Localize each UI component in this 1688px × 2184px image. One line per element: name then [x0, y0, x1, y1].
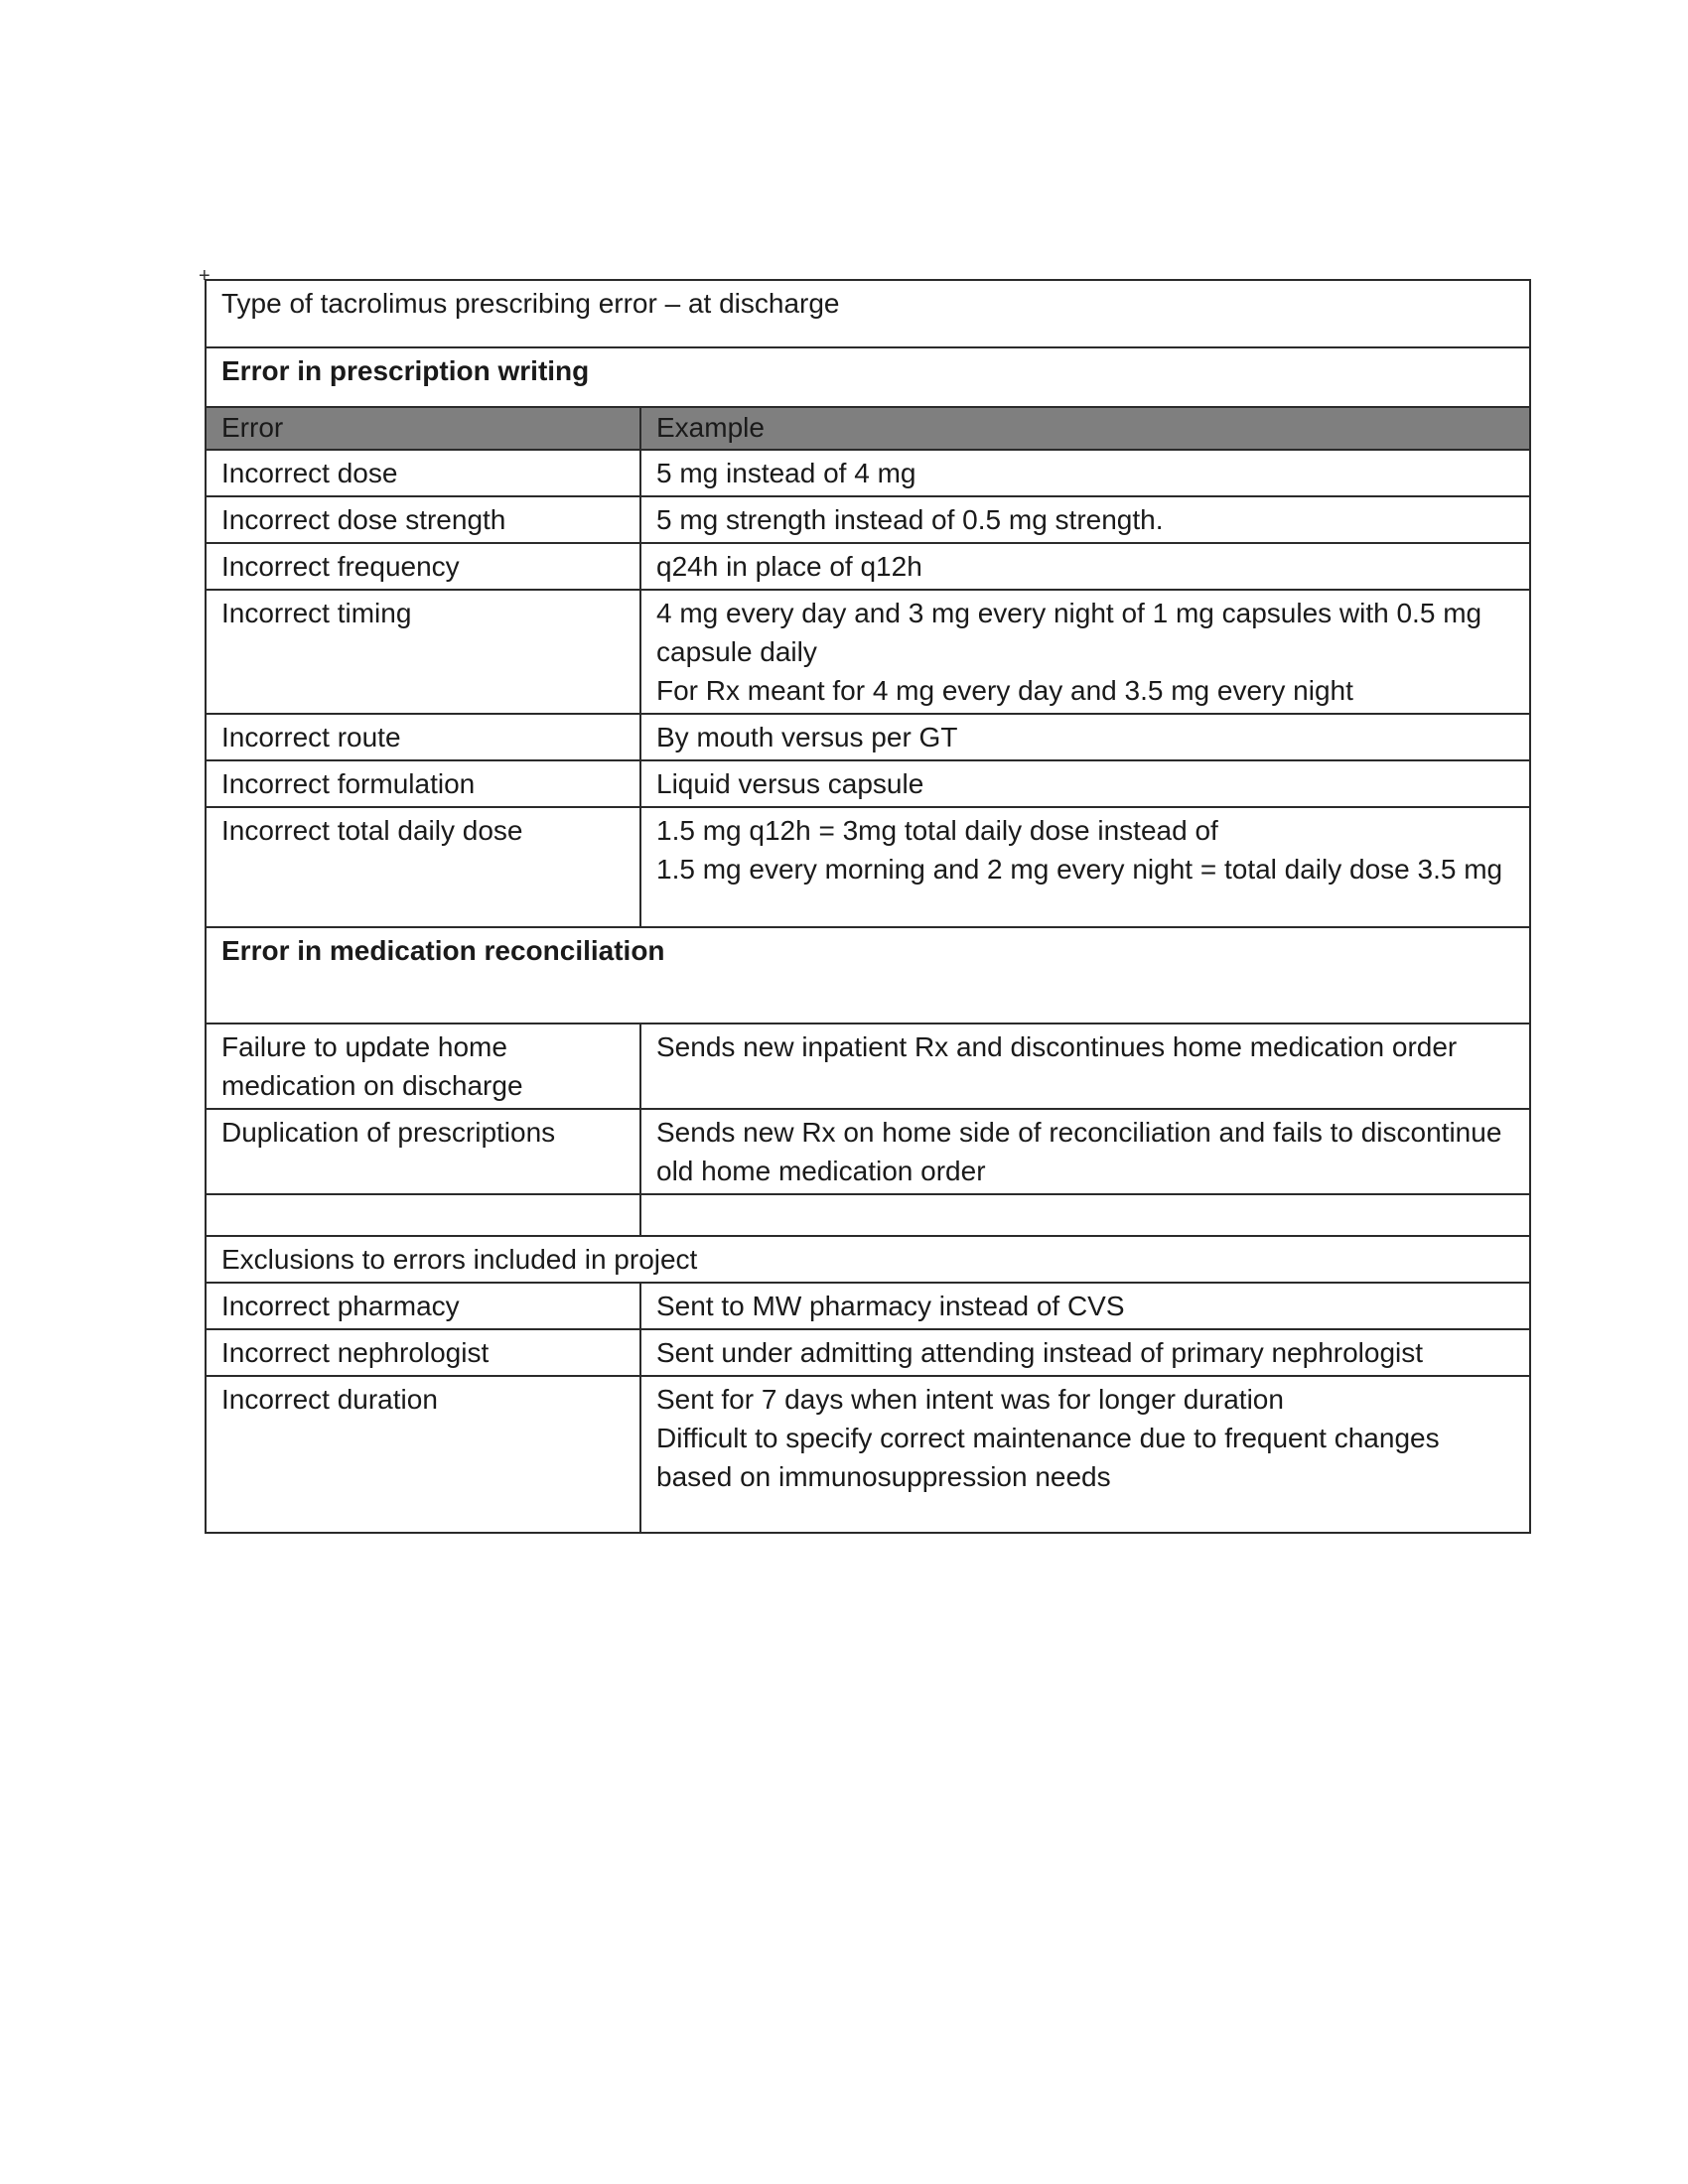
example-cell [640, 1024, 1530, 1109]
example-line: Difficult to specify correct maintenance due to frequent changes based on immunosuppression needs [656, 1423, 1440, 1492]
section-row-reconciliation [206, 927, 1530, 1024]
example-cell [640, 1376, 1530, 1533]
column-header-error: Error [206, 407, 640, 450]
table-row [206, 496, 1530, 543]
error-cell: Incorrect dose [206, 450, 640, 496]
error-cell: Incorrect frequency [206, 543, 640, 590]
example-cell [640, 807, 1530, 927]
table-row [206, 1283, 1530, 1329]
error-cell: Duplication of prescriptions [206, 1109, 640, 1194]
example-line: Sends new inpatient Rx and discontinues home medication order [656, 1031, 1458, 1062]
table-row [206, 590, 1530, 714]
title-row [206, 280, 1530, 347]
table-row [206, 1329, 1530, 1376]
example-line: Liquid versus capsule [656, 768, 924, 799]
example-line: Sent for 7 days when intent was for longer duration [656, 1384, 1284, 1415]
example-line: 5 mg strength instead of 0.5 mg strength. [656, 504, 1164, 535]
error-cell: Incorrect nephrologist [206, 1329, 640, 1376]
example-line: q24h in place of q12h [656, 551, 922, 582]
example-line: 4 mg every day and 3 mg every night of 1 mg capsules with 0.5 mg capsule daily [656, 598, 1482, 667]
example-cell [640, 714, 1530, 760]
error-cell: Incorrect total daily dose [206, 807, 640, 927]
example-line: 1.5 mg every morning and 2 mg every night = total daily dose 3.5 mg [656, 854, 1503, 885]
column-header-row [206, 407, 1530, 450]
table-row [206, 543, 1530, 590]
table-row [206, 714, 1530, 760]
table-row [206, 1024, 1530, 1109]
page-mark: + [199, 265, 211, 287]
section-heading-writing: Error in prescription writing [206, 347, 1530, 407]
table-row [206, 807, 1530, 927]
error-cell: Incorrect duration [206, 1376, 640, 1533]
example-cell [640, 590, 1530, 714]
empty-cell [206, 1194, 640, 1236]
table-row [206, 760, 1530, 807]
error-cell: Incorrect route [206, 714, 640, 760]
example-line: 5 mg instead of 4 mg [656, 458, 916, 488]
example-cell [640, 1109, 1530, 1194]
table-row [206, 1376, 1530, 1533]
empty-cell [640, 1194, 1530, 1236]
example-cell [640, 450, 1530, 496]
error-cell: Failure to update home medication on discharge [206, 1024, 640, 1109]
example-cell [640, 496, 1530, 543]
error-cell: Incorrect pharmacy [206, 1283, 640, 1329]
error-table [205, 279, 1531, 1534]
example-line: 1.5 mg q12h = 3mg total daily dose instead of [656, 815, 1218, 846]
section-heading-exclusions: Exclusions to errors included in project [206, 1236, 1530, 1283]
error-cell: Incorrect formulation [206, 760, 640, 807]
section-row-exclusions [206, 1236, 1530, 1283]
table-title: Type of tacrolimus prescribing error – at discharge [206, 280, 1530, 347]
column-header-example: Example [640, 407, 1530, 450]
empty-row [206, 1194, 1530, 1236]
example-line: Sent under admitting attending instead of primary nephrologist [656, 1337, 1424, 1368]
example-cell [640, 543, 1530, 590]
example-cell [640, 760, 1530, 807]
example-line: Sends new Rx on home side of reconciliation and fails to discontinue old home medication order [656, 1117, 1502, 1186]
error-cell: Incorrect dose strength [206, 496, 640, 543]
example-line: By mouth versus per GT [656, 722, 958, 752]
table-row [206, 450, 1530, 496]
table-row [206, 1109, 1530, 1194]
section-row-writing [206, 347, 1530, 407]
example-line: Sent to MW pharmacy instead of CVS [656, 1291, 1125, 1321]
example-line: For Rx meant for 4 mg every day and 3.5 mg every night [656, 675, 1353, 706]
example-cell [640, 1283, 1530, 1329]
error-cell: Incorrect timing [206, 590, 640, 714]
example-cell [640, 1329, 1530, 1376]
section-heading-reconciliation: Error in medication reconciliation [206, 927, 1530, 1024]
